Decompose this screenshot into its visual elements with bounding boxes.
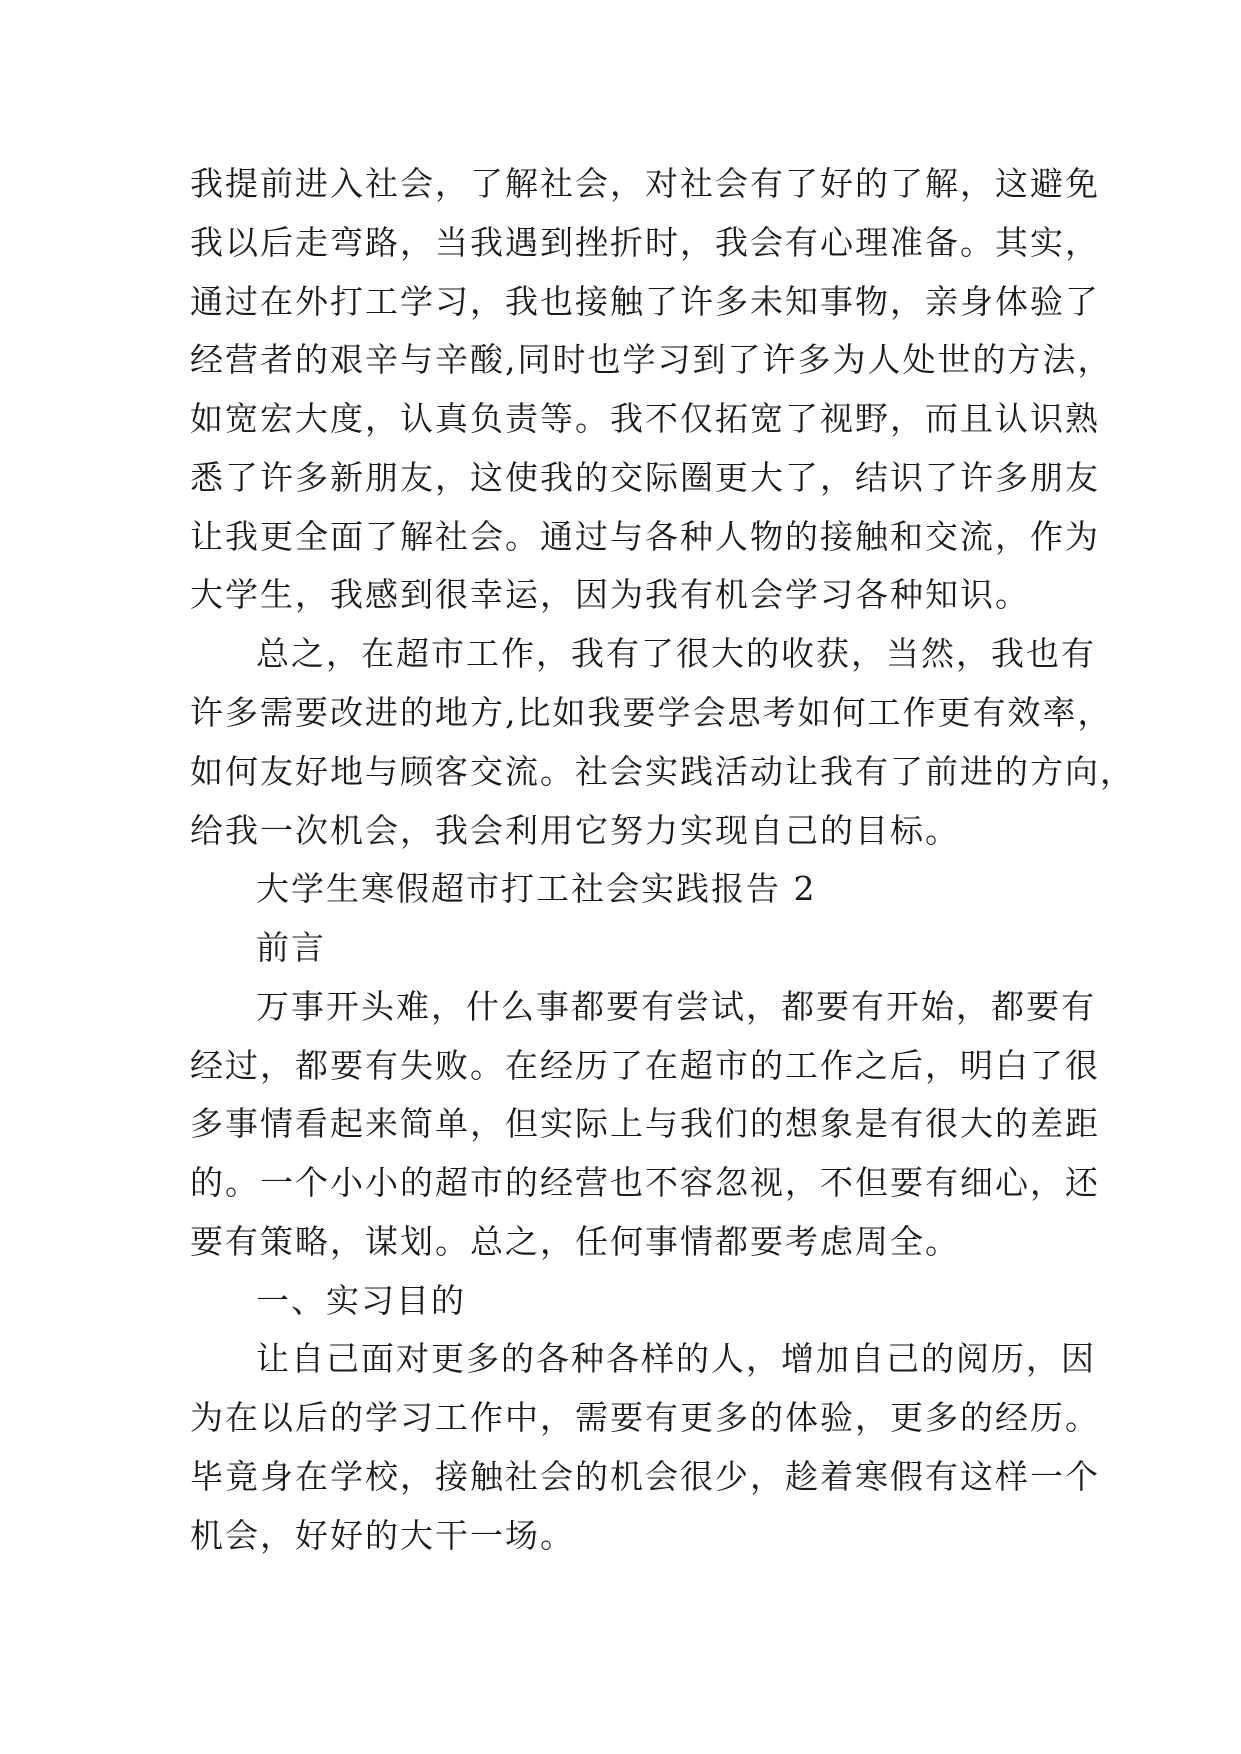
paragraph-start: 总之，在超市工作，我有了很大的收获，当然，我也有: [256, 634, 1096, 673]
section-heading-preface: 前言: [256, 928, 326, 967]
section-title: 大学生寒假超市打工社会实践报告 2: [256, 869, 817, 908]
paragraph-start: 让自己面对更多的各种各样的人，增加自己的阅历，因: [256, 1339, 1096, 1378]
text-line: 大学生，我感到很幸运，因为我有机会学习各种知识。: [190, 575, 1030, 614]
text-line: 为在以后的学习工作中，需要有更多的体验，更多的经历。: [190, 1398, 1100, 1437]
text-line: 经营者的艰辛与辛酸,同时也学习到了许多为人处世的方法，: [190, 340, 1113, 379]
text-line: 通过在外打工学习，我也接触了许多未知事物，亲身体验了: [190, 282, 1100, 321]
text-line: 经过，都要有失败。在经历了在超市的工作之后，明白了很: [190, 1046, 1100, 1085]
text-line: 悉了许多新朋友，这使我的交际圈更大了，结识了许多朋友: [190, 458, 1100, 497]
text-line: 毕竟身在学校，接触社会的机会很少，趁着寒假有这样一个: [190, 1457, 1100, 1496]
text-line: 要有策略，谋划。总之，任何事情都要考虑周全。: [190, 1222, 960, 1261]
paragraph-start: 万事开头难，什么事都要有尝试，都要有开始，都要有: [256, 987, 1096, 1026]
section-heading-purpose: 一、实习目的: [256, 1281, 466, 1320]
text-line: 让我更全面了解社会。通过与各种人物的接触和交流，作为: [190, 517, 1100, 556]
text-line: 的。一个小小的超市的经营也不容忽视，不但要有细心，还: [190, 1163, 1100, 1202]
text-line: 如宽宏大度，认真负责等。我不仅拓宽了视野，而且认识熟: [190, 399, 1100, 438]
text-line: 机会，好好的大干一场。: [190, 1516, 575, 1555]
text-line: 我以后走弯路，当我遇到挫折时，我会有心理准备。其实，: [190, 223, 1100, 262]
text-line: 如何友好地与顾客交流。社会实践活动让我有了前进的方向，: [190, 752, 1135, 791]
text-line: 给我一次机会，我会利用它努力实现自己的目标。: [190, 811, 960, 850]
text-line: 许多需要改进的地方,比如我要学会思考如何工作更有效率，: [190, 693, 1113, 732]
text-line: 我提前进入社会，了解社会，对社会有了好的了解，这避免: [190, 164, 1100, 203]
text-line: 多事情看起来简单，但实际上与我们的想象是有很大的差距: [190, 1104, 1100, 1143]
